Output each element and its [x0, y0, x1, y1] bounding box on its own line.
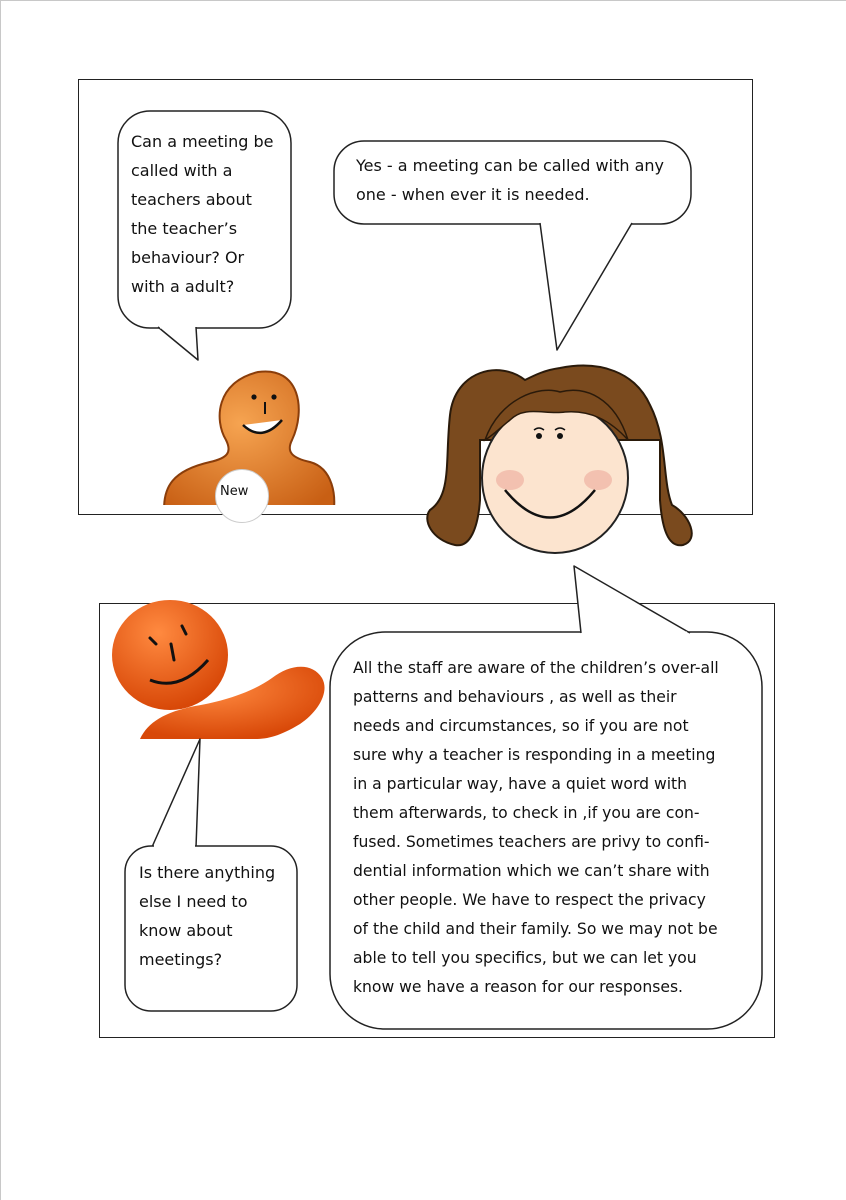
question-2-text: Is there anything else I need to know about meetings? [139, 863, 276, 969]
answer-2-text: All the staff are aware of the children’s over-all patterns and behaviours , as well as their needs and circumstances, so if you are not sure why a teacher is responding in a meeting in a particular way, have a quiet word with them afterwards, to check in ,if you are con- fused. Sometimes teachers are privy to confi- dential information which we can’t share with other people. We have to respect the privacy of the child and their family. So we may not be able to tell you specifics, but we can let you know we have a reason for our responses. [353, 659, 719, 996]
name-badge-label: New [220, 484, 249, 499]
answer-1-text: Yes - a meeting can be called with any one - when ever it is needed. [356, 156, 664, 204]
orange-figure-icon [112, 600, 325, 739]
teacher-face-icon [427, 366, 691, 553]
question-1-text: Can a meeting be called with a teachers about the teacher’s behaviour? Or with a adult? [131, 132, 274, 296]
